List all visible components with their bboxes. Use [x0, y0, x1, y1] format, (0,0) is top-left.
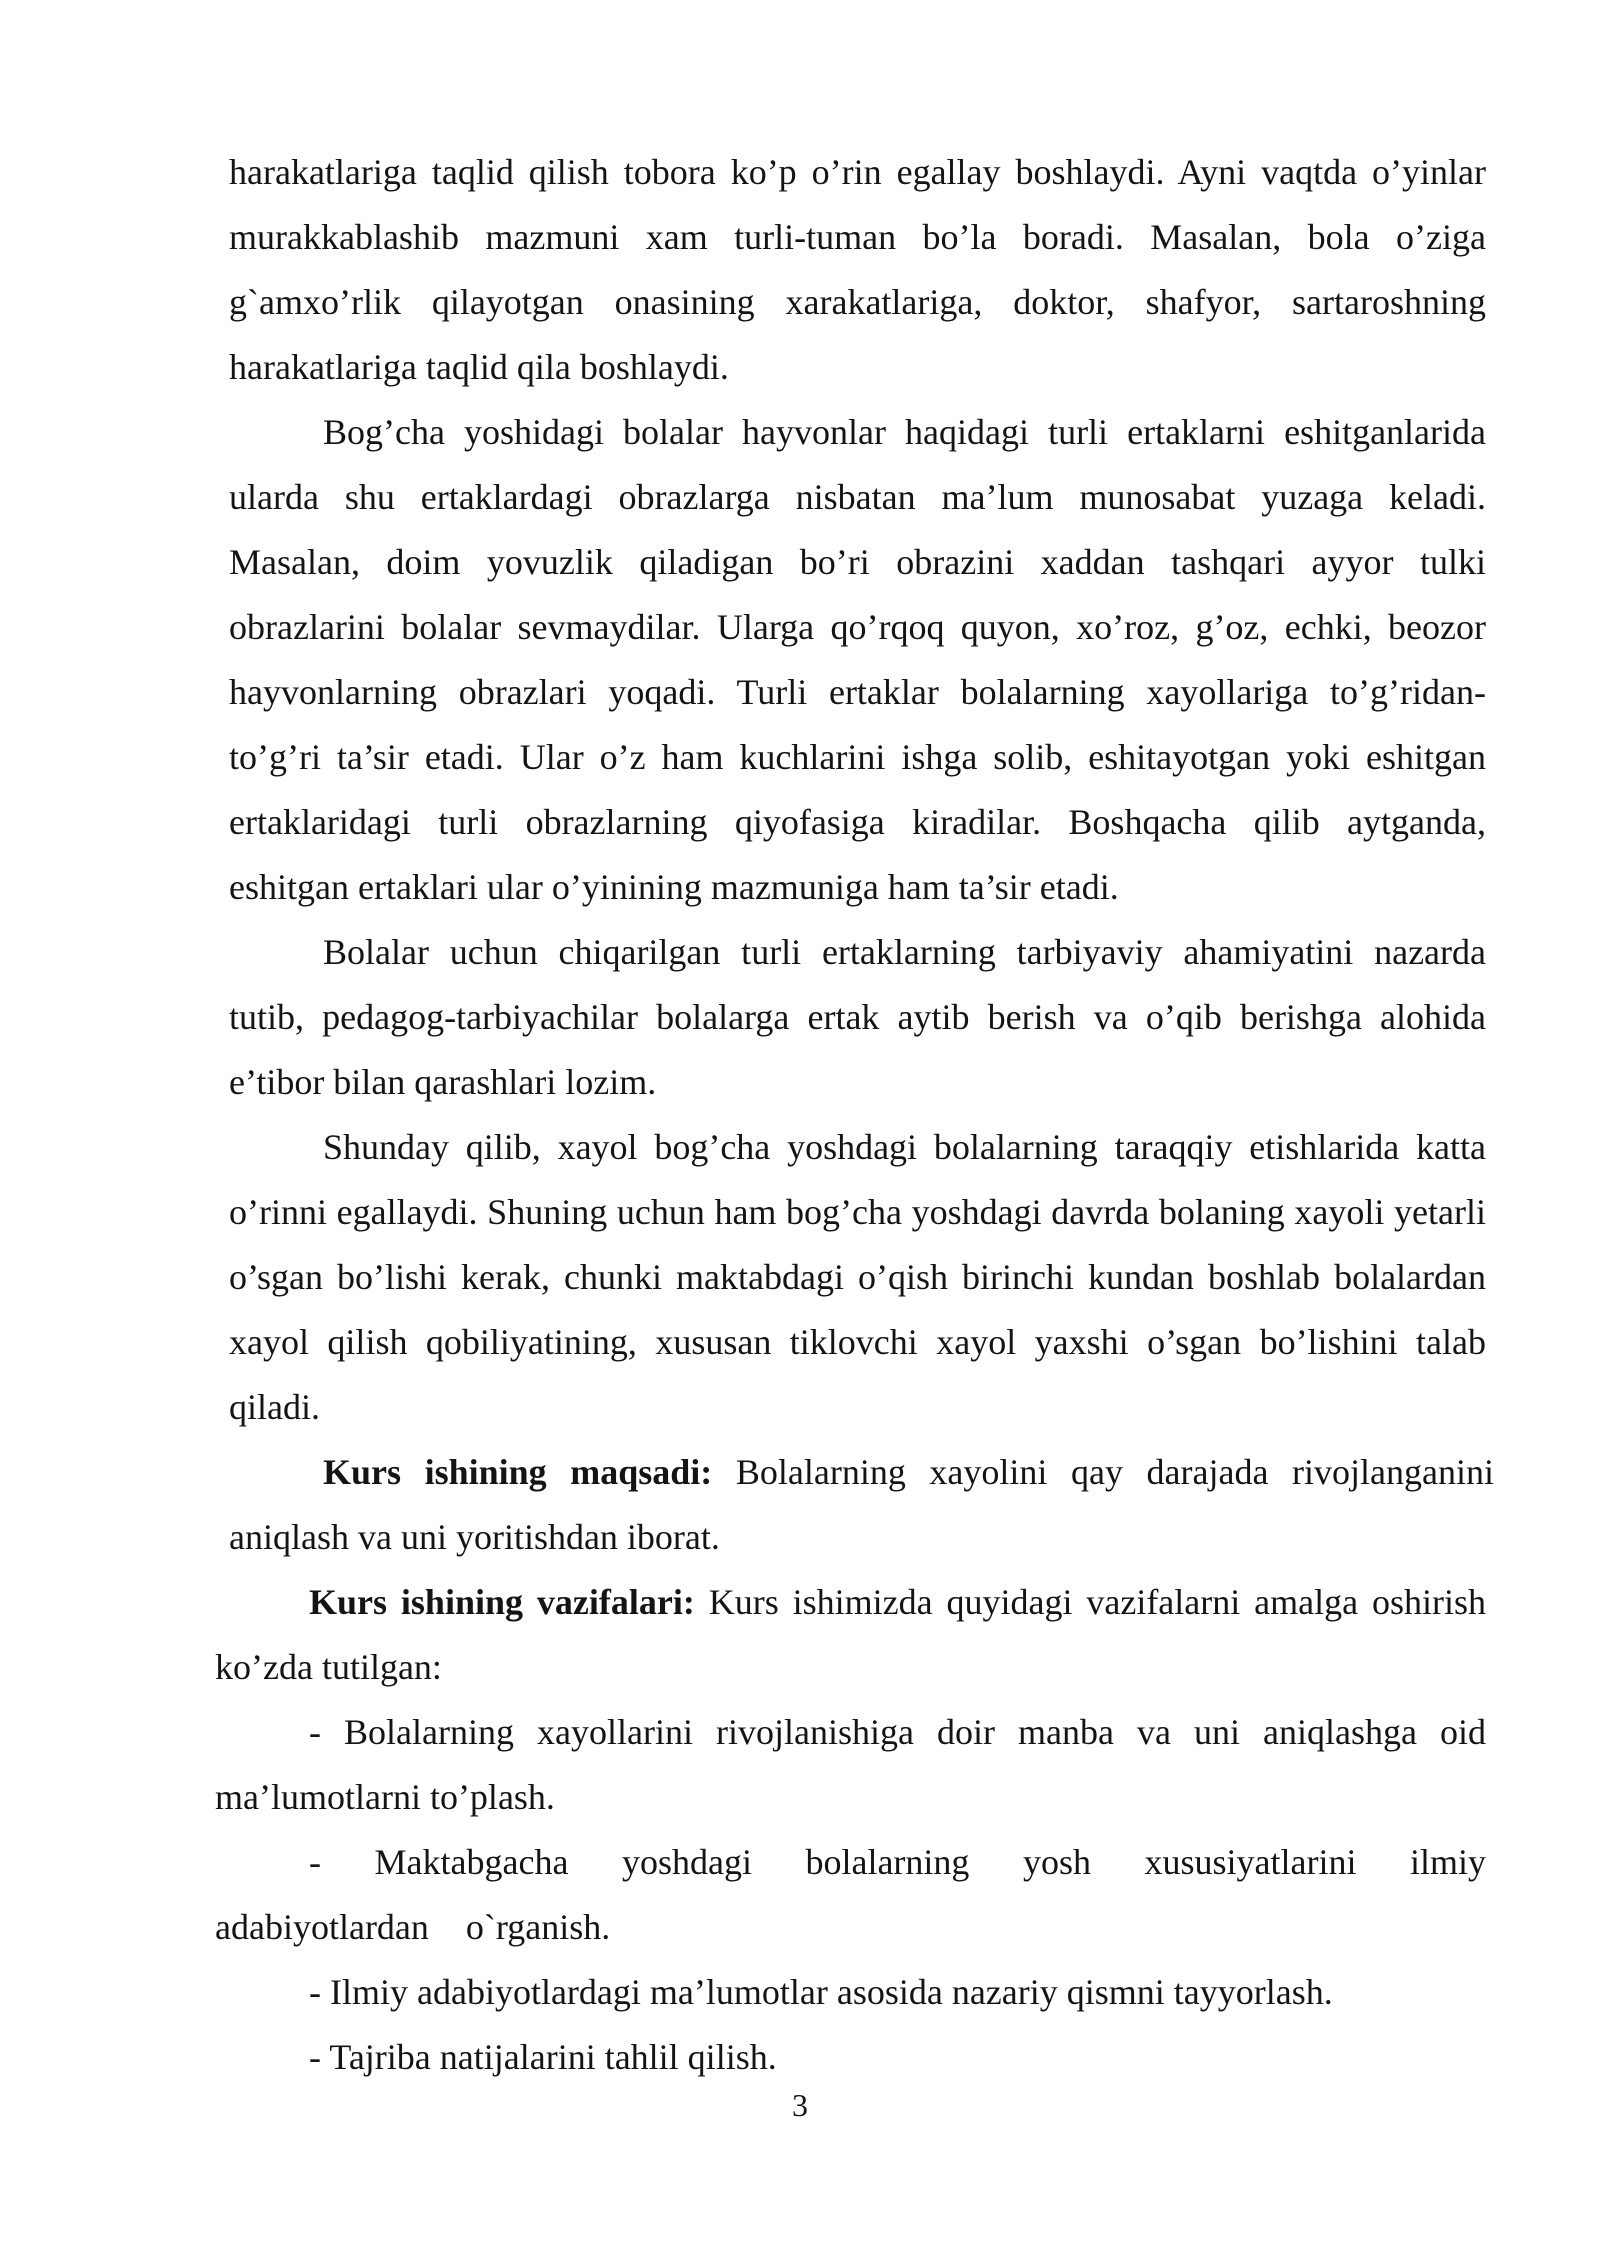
paragraph-2: Bog’cha yoshidagi bolalar hayvonlar haqidagi turli ertaklarni eshitganlarida ularda shu ertaklardagi obrazlarga nisbatan ma’lum munosabat yuzaga keladi. Masalan, doim yovuzlik qiladigan bo’ri obrazini xaddan tashqari ayyor tulki obrazlarini bolalar sevmaydilar. Ularga qo’rqoq quyon, xo’roz, g’oz, echki, beozor hayvonlarning obrazlari yoqadi. Turli ertaklar bolalarning xayollariga to’g’ridan-to’g’ri ta’sir etadi. Ular o’z ham kuchlarini ishga solib, eshitayotgan yoki eshitgan ertaklaridagi turli obrazlarning qiyofasiga kiradilar. Boshqacha qilib aytganda, eshitgan ertaklari ular o’yinining mazmuniga ham ta’sir etadi. — [229, 412, 1486, 907]
goal-text: Bolalarning xayolini qay darajada rivojlanganini aniqlash va uni yoritishdan iborat. — [229, 1452, 1494, 1557]
tasks-text: Kurs ishimizda quyidagi vazifalarni amalga oshirish ko’zda tutilgan: — [215, 1582, 1486, 1687]
task-item-3: - Ilmiy adabiyotlardagi ma’lumotlar asosida nazariy qismni tayyorlash. — [309, 1972, 1333, 2012]
tasks-label: Kurs ishining vazifalari: — [309, 1582, 695, 1622]
paragraph-3: Bolalar uchun chiqarilgan turli ertaklarning tarbiyaviy ahamiyatini nazarda tutib, pedagog-tarbiyachilar bolalarga ertak aytib berish va o’qib berishga alohida e’tibor bilan qarashlari lozim. — [229, 932, 1486, 1102]
page-number: 3 — [792, 2087, 808, 2123]
task-item-1: - Bolalarning xayollarini rivojlanishiga doir manba va uni aniqlashga oid ma’lumotlarni to’plash. — [215, 1712, 1486, 1817]
paragraph-4: Shunday qilib, xayol bog’cha yoshdagi bolalarning taraqqiy etishlarida katta o’rinni egallaydi. Shuning uchun ham bog’cha yoshdagi davrda bolaning xayoli yetarli o’sgan bo’lishi kerak, chunki maktabdagi o’qish birinchi kundan boshlab bolalardan xayol qilish qobiliyatining, xususan tiklovchi xayol yaxshi o’sgan bo’lishini talab qiladi. — [229, 1127, 1486, 1427]
goal-paragraph — [229, 1440, 1494, 1570]
task-item-2: - Maktabgacha yoshdagi bolalarning yosh xususiyatlarini ilmiy adabiyotlardan o`rganish. — [215, 1842, 1486, 1947]
paragraph-1: harakatlariga taqlid qilish tobora ko’p o’rin egallay boshlaydi. Ayni vaqtda o’yinlar murakkablashib mazmuni xam turli-tuman bo’la boradi. Masalan, bola o’ziga g`amxo’rlik qilayotgan onasining xarakatlariga, doktor, shafyor, sartaroshning harakatlariga taqlid qila boshlaydi. — [229, 152, 1486, 387]
goal-label: Kurs ishining maqsadi: — [323, 1452, 713, 1492]
tasks-paragraph — [215, 1570, 1486, 1700]
task-item-4: - Tajriba natijalarini tahlil qilish. — [309, 2037, 777, 2077]
